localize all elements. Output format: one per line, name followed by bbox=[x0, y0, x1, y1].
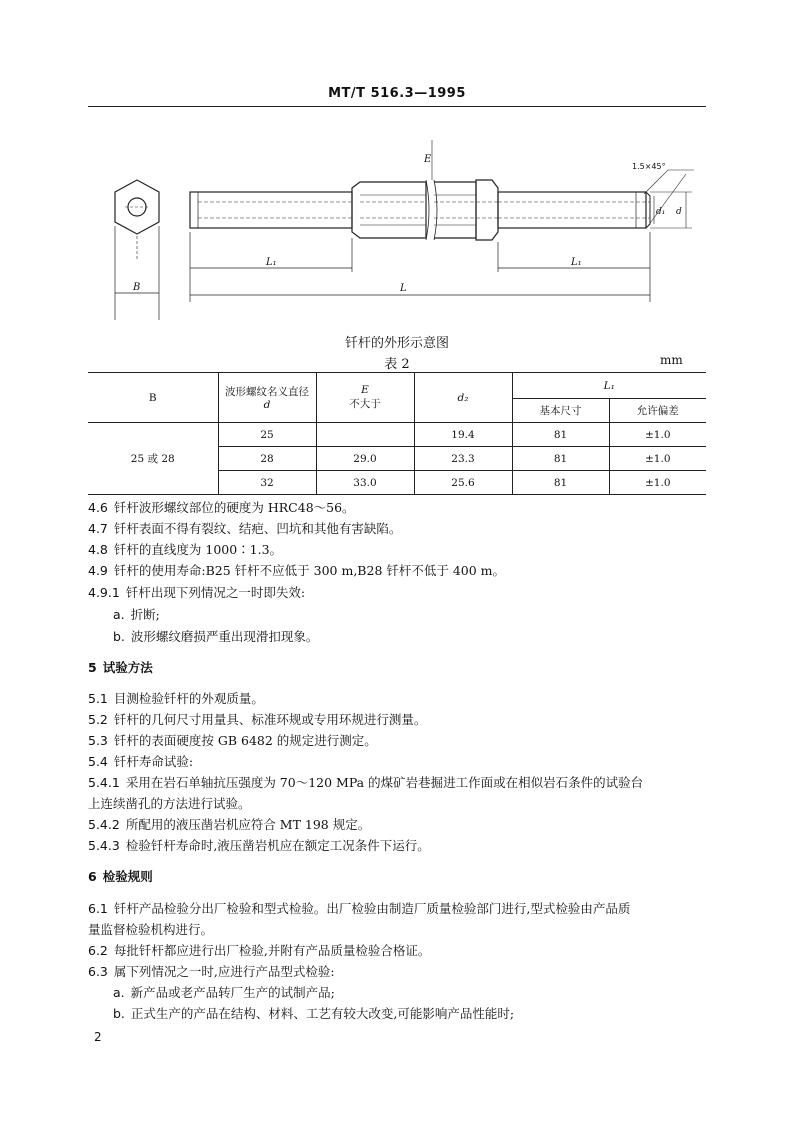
row-E: 29.0 bbox=[316, 447, 414, 471]
header-d-title: 波形螺纹名义直径 bbox=[225, 386, 309, 398]
clause-5-4: 5.4 钎杆寿命试验: bbox=[88, 754, 194, 769]
clause-6-3: 6.3 属下列情况之一时,应进行产品型式检验: bbox=[88, 964, 335, 979]
row-d: 32 bbox=[218, 471, 316, 495]
row-E: 33.0 bbox=[316, 471, 414, 495]
header-E-note: 不大于 bbox=[349, 398, 381, 410]
clause-4-9: 4.9 钎杆的使用寿命:B25 钎杆不应低于 300 m,B28 钎杆不低于 400 m。 bbox=[88, 563, 506, 578]
clause-4-7: 4.7 钎杆表面不得有裂纹、结疤、凹坑和其他有害缺陷。 bbox=[88, 521, 402, 536]
label-L1-left: L₁ bbox=[266, 257, 277, 268]
row-d2: 25.6 bbox=[414, 471, 512, 495]
header-L1: L₁ bbox=[512, 373, 706, 399]
clause-5-2: 5.2 钎杆的几何尺寸用量具、标准环规或专用环规进行测量。 bbox=[88, 712, 427, 727]
row-tol: ±1.0 bbox=[609, 447, 706, 471]
header-L1-tol: 允许偏差 bbox=[609, 399, 706, 423]
label-chamfer: 1.5×45° bbox=[632, 162, 666, 171]
row-tol: ±1.0 bbox=[609, 423, 706, 447]
clause-5-4-3: 5.4.3 检验钎杆寿命时,液压凿岩机应在额定工况条件下运行。 bbox=[88, 838, 430, 853]
row-L1: 81 bbox=[512, 423, 609, 447]
header-E bbox=[316, 373, 414, 423]
shoulder bbox=[476, 180, 498, 240]
clause-6-3-b: b. 正式生产的产品在结构、材料、工艺有较大改变,可能影响产品性能时; bbox=[113, 1006, 515, 1021]
label-L1-right: L₁ bbox=[571, 257, 582, 268]
right-collar bbox=[434, 182, 476, 238]
row-d: 25 bbox=[218, 423, 316, 447]
right-shank bbox=[498, 192, 646, 228]
header-B: B bbox=[88, 373, 218, 423]
table-caption: 表 2 bbox=[384, 357, 410, 372]
row-L1: 81 bbox=[512, 447, 609, 471]
header-rule bbox=[88, 106, 706, 107]
clause-5-4-1-cont: 上连续凿孔的方法进行试验。 bbox=[88, 796, 251, 811]
page-number: 2 bbox=[94, 1030, 102, 1044]
drill-rod-drawing bbox=[88, 140, 706, 325]
label-B: B bbox=[133, 282, 141, 293]
clause-4-9-1-a: a. 折断; bbox=[113, 607, 160, 622]
clause-6-2: 6.2 每批钎杆都应进行出厂检验,并附有产品质量检验合格证。 bbox=[88, 943, 431, 958]
left-shank bbox=[190, 192, 352, 228]
clause-5-4-1: 5.4.1 采用在岩石单轴抗压强度为 70～120 MPa 的煤矿岩巷掘进工作面或在相似岩石条件的试验台 bbox=[88, 775, 644, 790]
section-6-heading: 6 检验规则 bbox=[88, 869, 153, 884]
row-d2: 23.3 bbox=[414, 447, 512, 471]
left-collar bbox=[352, 182, 426, 238]
section-5-heading: 5 试验方法 bbox=[88, 660, 153, 675]
clause-5-4-2: 5.4.2 所配用的液压凿岩机应符合 MT 198 规定。 bbox=[88, 817, 371, 832]
header-d bbox=[218, 373, 316, 423]
label-L: L bbox=[400, 283, 407, 294]
clause-4-9-1: 4.9.1 钎杆出现下列情况之一时即失效: bbox=[88, 585, 306, 600]
clause-5-1: 5.1 目测检验钎杆的外观质量。 bbox=[88, 691, 264, 706]
row-E bbox=[316, 423, 414, 447]
header-E-symbol: E bbox=[361, 384, 369, 396]
clause-4-8: 4.8 钎杆的直线度为 1000∶1.3。 bbox=[88, 542, 283, 557]
row-tol: ±1.0 bbox=[609, 471, 706, 495]
clause-4-6: 4.6 钎杆波形螺纹部位的硬度为 HRC48～56。 bbox=[88, 500, 355, 515]
clause-6-1: 6.1 钎杆产品检验分出厂检验和型式检验。出厂检验由制造厂质量检验部门进行,型式检验由产品质 bbox=[88, 901, 631, 916]
header-L1-basic: 基本尺寸 bbox=[512, 399, 609, 423]
clause-6-3-a: a. 新产品或老产品转厂生产的试制产品; bbox=[113, 985, 335, 1000]
header-d2: d₂ bbox=[414, 373, 512, 423]
clause-4-9-1-b: b. 波形螺纹磨损严重出现滑扣现象。 bbox=[113, 629, 319, 644]
clause-5-3: 5.3 钎杆的表面硬度按 GB 6482 的规定进行测定。 bbox=[88, 733, 377, 748]
row-d2: 19.4 bbox=[414, 423, 512, 447]
row-d: 28 bbox=[218, 447, 316, 471]
clause-6-1-cont: 量监督检验机构进行。 bbox=[88, 922, 214, 937]
label-d1: d₁ bbox=[656, 207, 666, 217]
table-unit: mm bbox=[660, 353, 683, 367]
figure-caption: 钎杆的外形示意图 bbox=[344, 336, 449, 351]
row-L1: 81 bbox=[512, 471, 609, 495]
label-E: E bbox=[424, 154, 432, 165]
page-header: MT/T 516.3—1995 bbox=[328, 86, 466, 101]
header-d-symbol: d bbox=[263, 399, 271, 411]
spec-table bbox=[88, 372, 706, 495]
b-value: 25 或 28 bbox=[88, 423, 218, 495]
label-d: d bbox=[676, 207, 682, 217]
